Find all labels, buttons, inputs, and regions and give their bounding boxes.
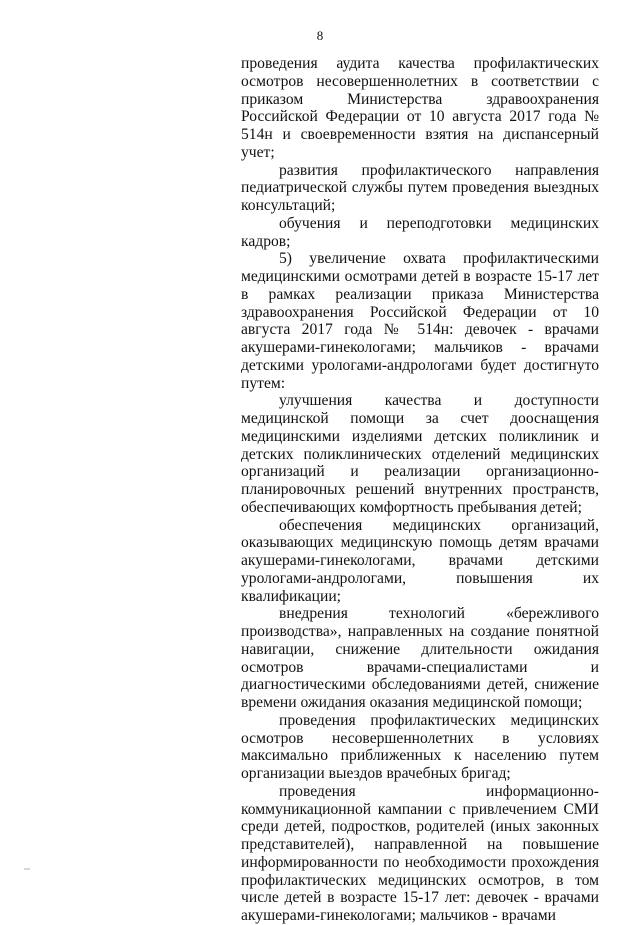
document-body — [241, 55, 599, 925]
scan-artifact — [24, 868, 30, 870]
paragraph: обеспечения медицинских организаций, оказывающих медицинскую помощь детям врачами акушерами-гинекологами, врачами детскими урологами-андрологами, повышения их квалификации; — [241, 516, 599, 605]
paragraph: внедрения технологий «бережливого производства», направленных на создание понятной навигации, снижение длительности ожидания осмотров врачами-специалистами и диагностическими обследованиями детей, снижение времени ожидания оказания медицинской помощи; — [241, 605, 599, 711]
paragraph: развития профилактического направления педиатрической службы путем проведения выездных консультаций; — [241, 161, 599, 214]
paragraph: проведения аудита качества профилактических осмотров несовершеннолетних в соответствии с приказом Министерства здравоохранения Российской Федерации от 10 августа 2017 года № 514н и своевременности взятия на диспансерный учет; — [241, 55, 599, 161]
paragraph: проведения профилактических медицинских осмотров несовершеннолетних в условиях максимально приближенных к населению путем организации выездов врачебных бригад; — [241, 711, 599, 782]
page-number: 8 — [316, 28, 324, 43]
paragraph: 5) увеличение охвата профилактическими медицинскими осмотрами детей в возрасте 15-17 лет в рамках реализации приказа Министерства здравоохранения Российской Федерации от 10 августа 2017 года № 514н: девочек - врачами акушерами-гинекологами; мальчиков - врачами детскими урологами-андрологами будет достигнуто путем: — [241, 250, 599, 392]
paragraph: обучения и переподготовки медицинских кадров; — [241, 214, 599, 250]
paragraph: улучшения качества и доступности медицинской помощи за счет дооснащения медицинскими изделиями детских поликлиник и детских поликлинических отделений медицинских организаций и реализации организационно-планировочных решений внутренних пространств, обеспечивающих комфортность пребывания детей; — [241, 392, 599, 516]
paragraph: проведения информационно-коммуникационной кампании с привлечением СМИ среди детей, подростков, родителей (иных законных представителей), направленной на повышение информированности по необходимости прохождения профилактических медицинских осмотров, в том числе детей в возрасте 15-17 лет: девочек - врачами акушерами-гинекологами; мальчиков - врачами — [241, 782, 599, 924]
